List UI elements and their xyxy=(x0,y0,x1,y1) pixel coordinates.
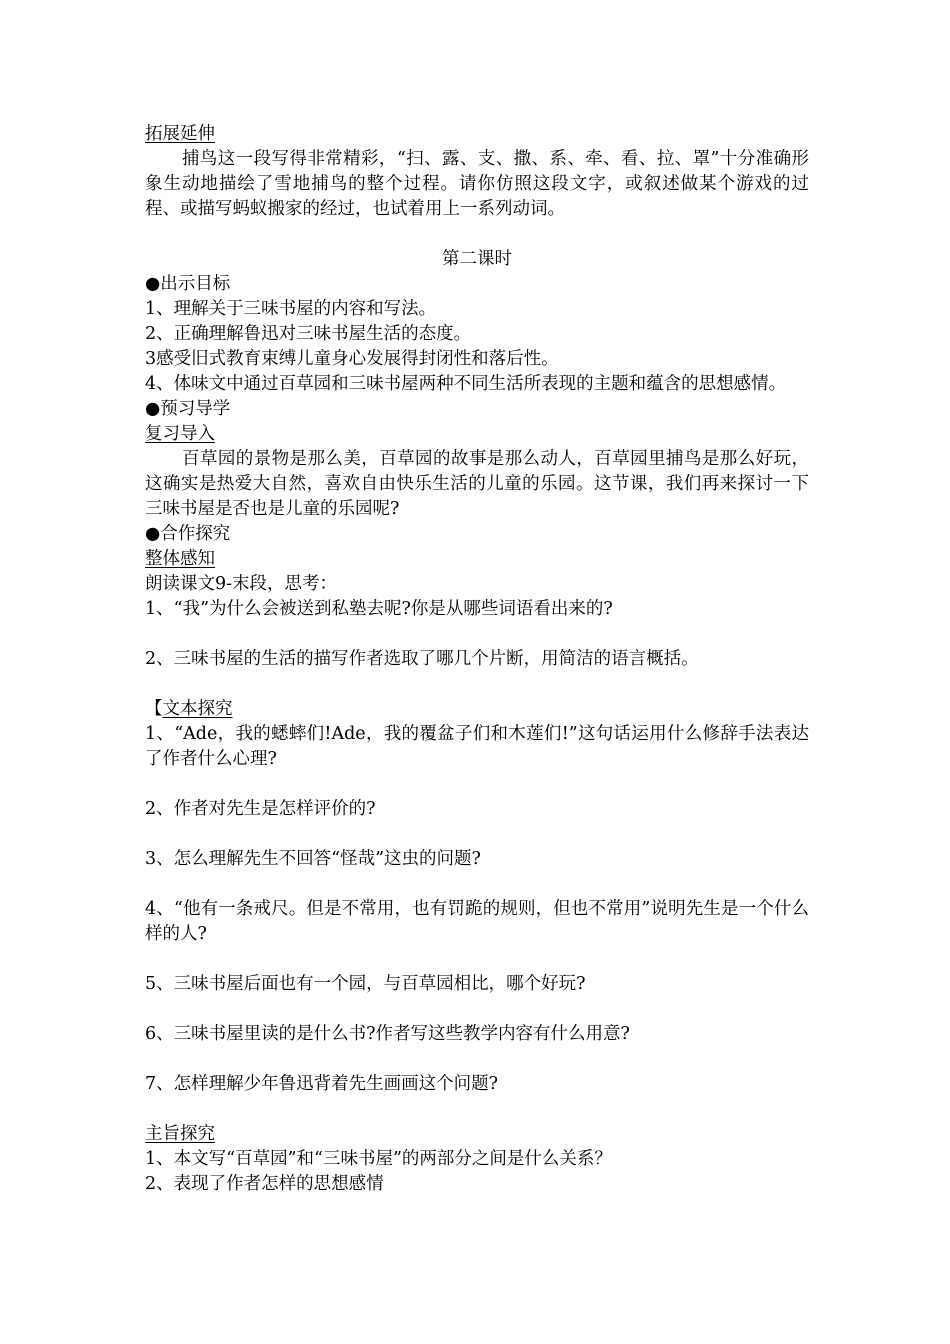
lesson2-title: 第二课时 xyxy=(442,249,512,269)
question-item: 2、作者对先生是怎样评价的? xyxy=(145,799,376,819)
review-intro-paragraph: 百草园的景物是那么美，百草园的故事是那么动人，百草园里捕鸟是那么好玩，这确实是热爱大自然，喜欢自由快乐生活的儿童的乐园。这节课，我们再来探讨一下三味书屋是否也是儿童的乐园呢? xyxy=(145,449,809,519)
goal-item: 3感受旧式教育束缚儿童身心发展得封闭性和落后性。 xyxy=(145,349,559,369)
question-item: 3、怎么理解先生不回答“怪哉”这虫的问题? xyxy=(145,849,481,869)
spacer xyxy=(145,1097,809,1122)
question-item: 1、本文写“百草园”和“三味书屋”的两部分之间是什么关系？ xyxy=(145,1149,612,1169)
spacer xyxy=(145,222,809,247)
review-intro-heading: 复习导入 xyxy=(145,424,215,444)
theme-explore-heading: 主旨探究 xyxy=(145,1124,215,1144)
question-item: 6、三味书屋里读的是什么书?作者写这些教学内容有什么用意? xyxy=(145,1024,630,1044)
spacer xyxy=(145,822,809,847)
spacer xyxy=(145,947,809,972)
goal-item: 4、体味文中通过百草园和三味书屋两种不同生活所表现的主题和蕴含的思想感情。 xyxy=(145,374,787,394)
extension-paragraph: 捕鸟这一段写得非常精彩，“扫、露、支、撒、系、牵、看、拉、罩”十分准确形象生动地描绘了雪地捕鸟的整个过程。请你仿照这段文字，或叙述做某个游戏的过程、或描写蚂蚁搬家的经过，也试着用上一系列动词。 xyxy=(145,149,809,219)
text-explore-heading-line xyxy=(145,697,809,722)
question-item: 1、“我”为什么会被送到私塾去呢?你是从哪些词语看出来的? xyxy=(145,599,613,619)
question-item: 5、三味书屋后面也有一个园，与百草园相比，哪个好玩? xyxy=(145,974,586,994)
question-item: 2、三味书屋的生活的描写作者选取了哪几个片断，用简洁的语言概括。 xyxy=(145,649,699,669)
spacer xyxy=(145,672,809,697)
bracket-mark: 【 xyxy=(145,699,163,719)
spacer xyxy=(145,772,809,797)
extension-heading: 拓展延伸 xyxy=(145,124,215,144)
goal-item: 1、理解关于三味书屋的内容和写法。 xyxy=(145,299,437,319)
question-item: 4、“他有一条戒尺。但是不常用，也有罚跪的规则，但也不常用”说明先生是一个什么样的人? xyxy=(145,899,809,944)
spacer xyxy=(145,622,809,647)
question-item: 2、表现了作者怎样的思想感情 xyxy=(145,1174,384,1194)
document-page xyxy=(145,122,809,1197)
reading-instruction: 朗读课文9-末段，思考： xyxy=(145,574,338,594)
preview-heading: ●预习导学 xyxy=(145,399,231,419)
overall-perception-heading: 整体感知 xyxy=(145,549,215,569)
text-explore-heading: 文本探究 xyxy=(162,699,233,719)
spacer xyxy=(145,1047,809,1072)
question-item: 7、怎样理解少年鲁迅背着先生画画这个问题? xyxy=(145,1074,499,1094)
coop-heading: ●合作探究 xyxy=(145,524,231,544)
question-item: 1、“Ade，我的蟋蟀们!Ade，我的覆盆子们和木莲们!”这句话运用什么修辞手法表达了作者什么心理? xyxy=(145,724,809,769)
spacer xyxy=(145,997,809,1022)
goal-item: 2、正确理解鲁迅对三味书屋生活的态度。 xyxy=(145,324,472,344)
goals-heading: ●出示目标 xyxy=(145,274,231,294)
spacer xyxy=(145,872,809,897)
